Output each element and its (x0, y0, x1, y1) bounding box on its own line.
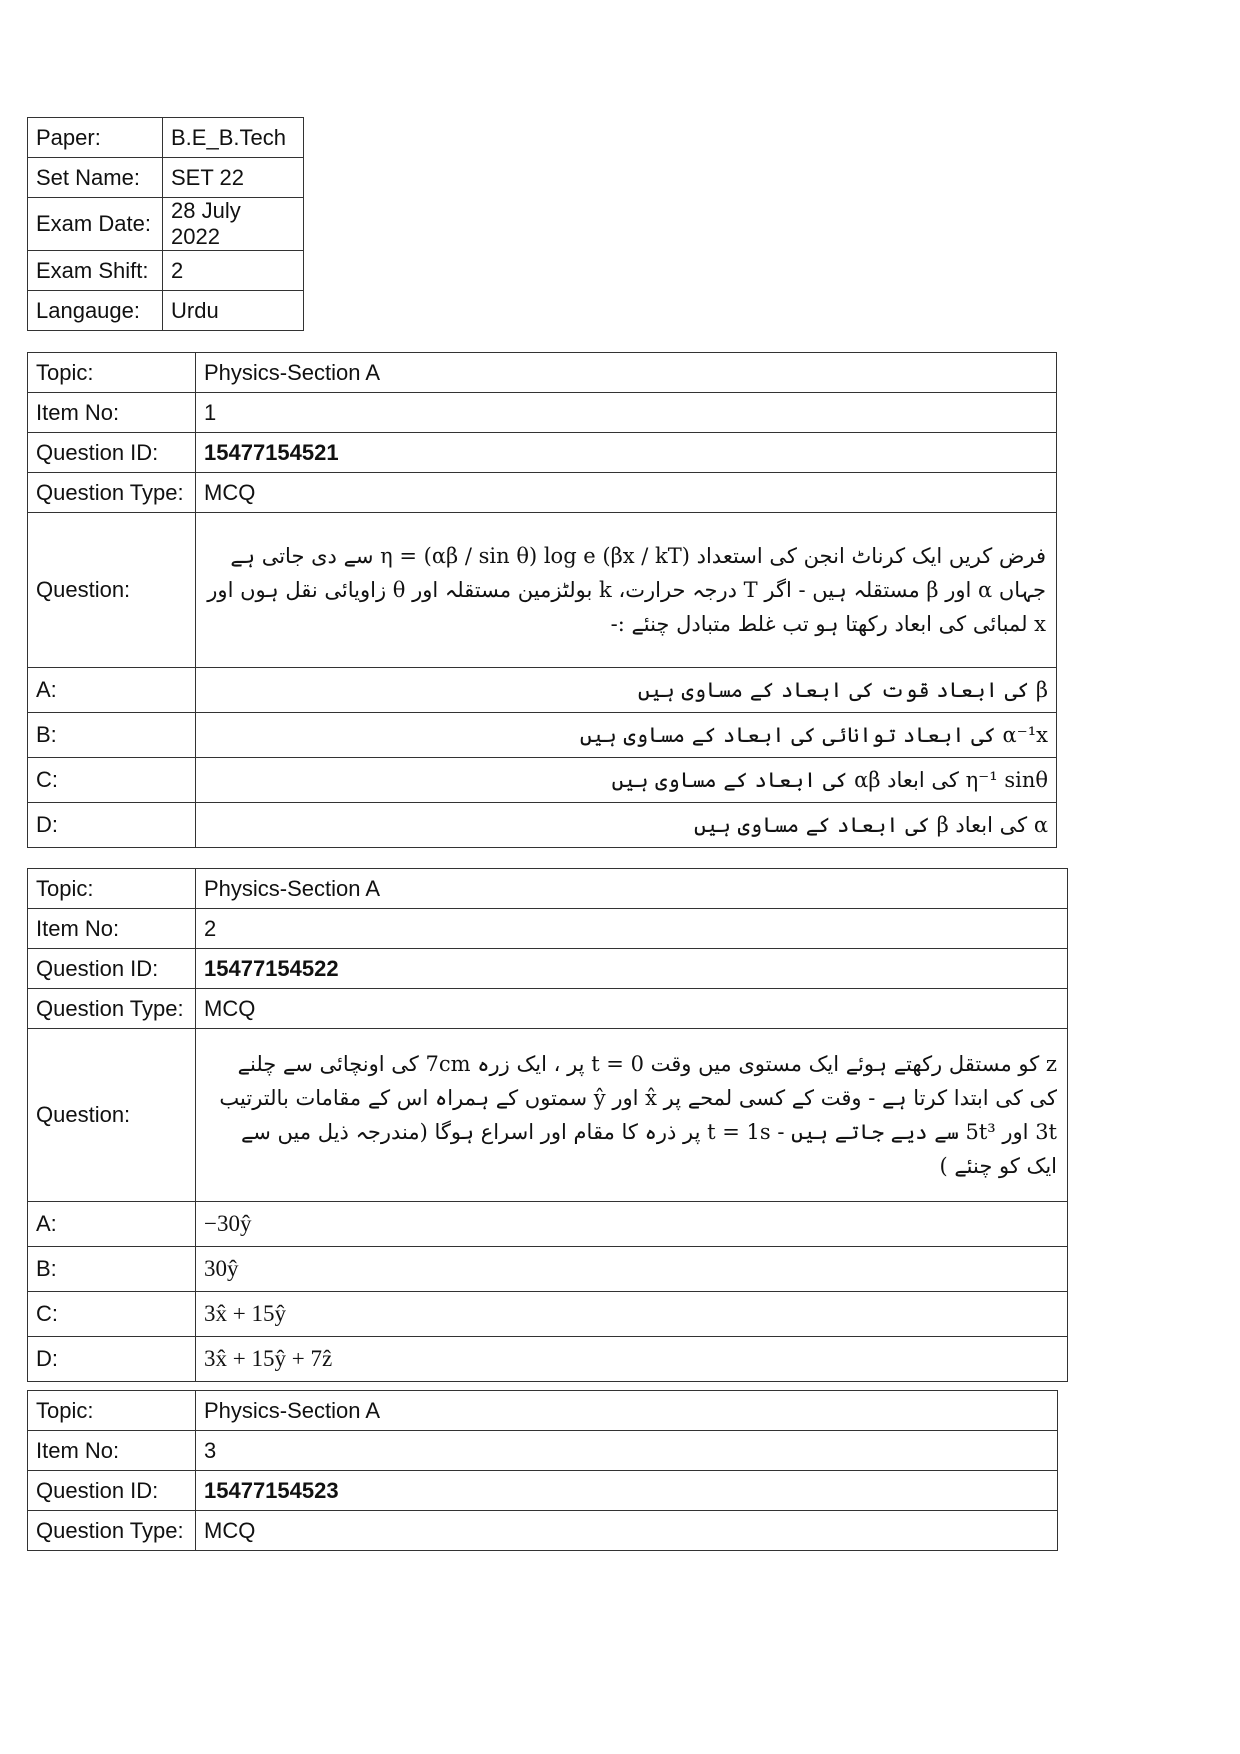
item-no-row (28, 909, 1068, 949)
question-id-value: 15477154522 (196, 949, 1068, 989)
question-label: Question: (28, 1029, 196, 1202)
meta-value: B.E_B.Tech (163, 118, 304, 158)
option-b-text: 30ŷ (196, 1247, 1068, 1292)
question-id-value: 15477154521 (196, 433, 1057, 473)
option-b-label: B: (28, 1247, 196, 1292)
item-no-row (28, 1431, 1058, 1471)
question-type-value: MCQ (196, 473, 1057, 513)
option-a-text: β کی ابعاد قوت کی ابعاد کے مساوی ہیں (196, 668, 1057, 713)
meta-row-paper (28, 118, 304, 158)
question-table-1 (27, 352, 1057, 848)
option-c-text: η⁻¹ sinθ کی ابعاد αβ کی ابعاد کے مساوی ہیں (196, 758, 1057, 803)
question-type-value: MCQ (196, 1511, 1058, 1551)
question-type-row (28, 473, 1057, 513)
topic-value: Physics-Section A (196, 869, 1068, 909)
question-label: Question: (28, 513, 196, 668)
meta-key: Exam Date: (28, 198, 163, 251)
question-text: z کو مستقل رکھتے ہوئے ایک مستوی میں وقت t = 0 پر ، ایک زرہ 7cm کی اونچائی سے چلنے کی کی ابتدا کرتا ہے - وقت کے کسی لمحے پر x̂ اور ŷ سمتوں کے ہمراہ اس کے مقامات بالترتیب 3t اور 5t³ سے دیے جاتے ہیں - t = 1s پر ذرہ کا مقام اور اسراع ہوگا (مندرجہ ذیل میں سے ایک کو چنئے ) (196, 1029, 1068, 1202)
option-b-label: B: (28, 713, 196, 758)
question-type-value: MCQ (196, 989, 1068, 1029)
option-b-row (28, 713, 1057, 758)
topic-row (28, 353, 1057, 393)
question-id-row (28, 949, 1068, 989)
item-no-label: Item No: (28, 1431, 196, 1471)
question-row (28, 513, 1057, 668)
question-id-row (28, 433, 1057, 473)
meta-value: Urdu (163, 291, 304, 331)
topic-label: Topic: (28, 353, 196, 393)
question-type-label: Question Type: (28, 473, 196, 513)
meta-value: SET 22 (163, 158, 304, 198)
option-a-row (28, 668, 1057, 713)
item-no-row (28, 393, 1057, 433)
option-d-row (28, 803, 1057, 848)
option-d-text: 3x̂ + 15ŷ + 7ẑ (196, 1337, 1068, 1382)
topic-label: Topic: (28, 869, 196, 909)
meta-row-exam-date (28, 198, 304, 251)
option-d-label: D: (28, 1337, 196, 1382)
option-c-label: C: (28, 1292, 196, 1337)
question-id-label: Question ID: (28, 949, 196, 989)
item-no-label: Item No: (28, 393, 196, 433)
question-type-row (28, 1511, 1058, 1551)
meta-key: Paper: (28, 118, 163, 158)
question-type-label: Question Type: (28, 989, 196, 1029)
question-id-label: Question ID: (28, 1471, 196, 1511)
meta-value: 2 (163, 251, 304, 291)
question-id-value: 15477154523 (196, 1471, 1058, 1511)
meta-row-set-name (28, 158, 304, 198)
meta-key: Set Name: (28, 158, 163, 198)
item-no-label: Item No: (28, 909, 196, 949)
meta-key: Exam Shift: (28, 251, 163, 291)
question-table-2 (27, 868, 1068, 1382)
item-no-value: 1 (196, 393, 1057, 433)
option-c-row (28, 758, 1057, 803)
option-b-text: α⁻¹x کی ابعاد توانائی کی ابعاد کے مساوی ہیں (196, 713, 1057, 758)
question-text: فرض کریں ایک کرناٹ انجن کی استعداد η = (αβ / sin θ) log e (βx / kT) سے دی جاتی ہے جہاں α اور β مستقلہ ہیں - اگر T درجہ حرارت، k بولٹزمین مستقلہ اور θ زاویائی نقل ہوں اور x لمبائی کی ابعاد رکھتا ہو تب غلط متبادل چنئے :- (196, 513, 1057, 668)
item-no-value: 3 (196, 1431, 1058, 1471)
question-id-label: Question ID: (28, 433, 196, 473)
meta-key: Langauge: (28, 291, 163, 331)
topic-value: Physics-Section A (196, 353, 1057, 393)
option-b-row (28, 1247, 1068, 1292)
option-d-label: D: (28, 803, 196, 848)
meta-row-language (28, 291, 304, 331)
option-a-label: A: (28, 668, 196, 713)
topic-row (28, 1391, 1058, 1431)
option-a-row (28, 1202, 1068, 1247)
option-a-text: −30ŷ (196, 1202, 1068, 1247)
meta-row-exam-shift (28, 251, 304, 291)
question-table-3 (27, 1390, 1058, 1551)
option-c-text: 3x̂ + 15ŷ (196, 1292, 1068, 1337)
topic-value: Physics-Section A (196, 1391, 1058, 1431)
meta-value: 28 July 2022 (163, 198, 304, 251)
question-id-row (28, 1471, 1058, 1511)
option-d-row (28, 1337, 1068, 1382)
exam-meta-table (27, 117, 304, 331)
option-a-label: A: (28, 1202, 196, 1247)
topic-row (28, 869, 1068, 909)
option-c-label: C: (28, 758, 196, 803)
question-row (28, 1029, 1068, 1202)
option-c-row (28, 1292, 1068, 1337)
item-no-value: 2 (196, 909, 1068, 949)
topic-label: Topic: (28, 1391, 196, 1431)
question-type-row (28, 989, 1068, 1029)
question-type-label: Question Type: (28, 1511, 196, 1551)
option-d-text: α کی ابعاد β کی ابعاد کے مساوی ہیں (196, 803, 1057, 848)
